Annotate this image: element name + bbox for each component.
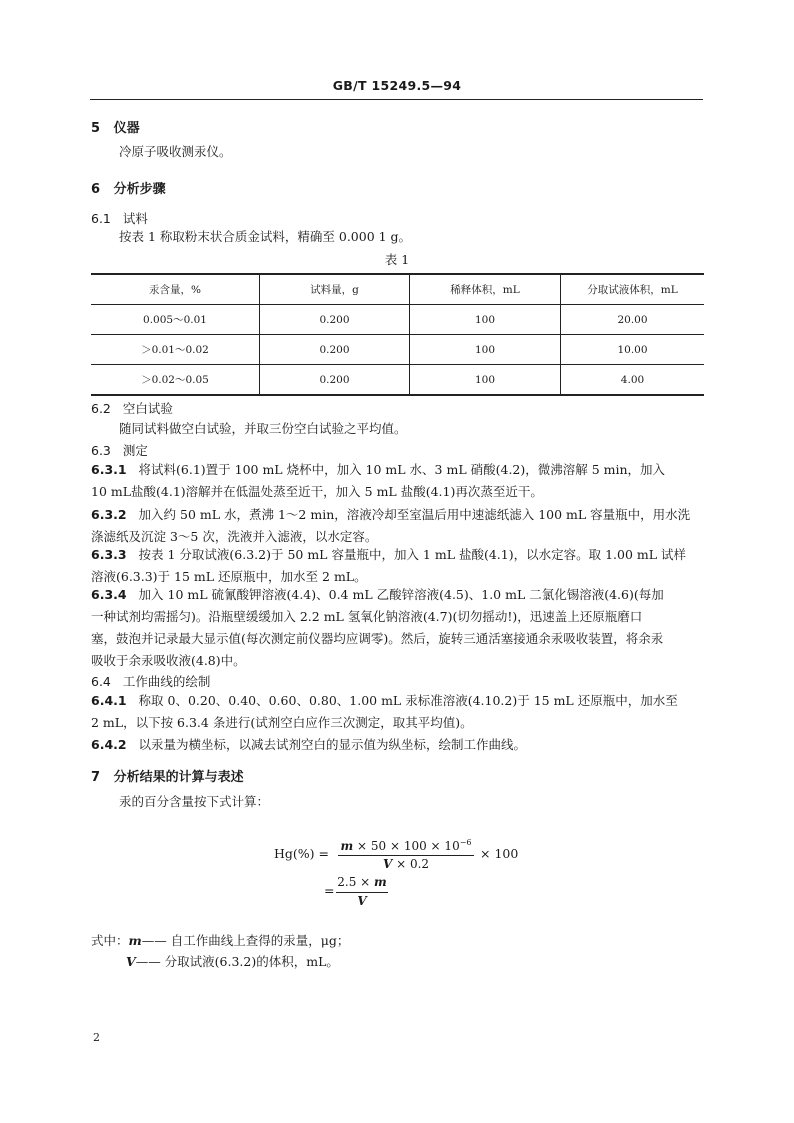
section-7-intro: 汞的百分含量按下式计算： bbox=[119, 794, 270, 809]
clause-6-3-3-number: 6.3.3 bbox=[91, 547, 127, 562]
table-header-cell: 分取试液体积，mL bbox=[561, 274, 705, 305]
formula-numerator-text: × 50 × 100 × 10 bbox=[353, 839, 460, 853]
clause-6-3-4-line3: 塞，鼓泡并记录最大显示值(每次测定前仪器均应调零)。然后，旋转三通活塞接通余汞吸收装置，将余汞 bbox=[91, 631, 664, 646]
page-number: 2 bbox=[93, 1031, 100, 1044]
table-header-cell: 试料量，g bbox=[260, 274, 410, 305]
formula-denominator-1 bbox=[336, 857, 476, 871]
section-6-number: 6 bbox=[91, 182, 101, 197]
formula-equals-2: = bbox=[324, 883, 335, 898]
formula-exponent: −6 bbox=[459, 838, 472, 847]
table-cell: ＞0.01～0.02 bbox=[91, 335, 260, 365]
section-7-heading bbox=[91, 766, 244, 785]
where-prefix: 式中： bbox=[91, 933, 129, 948]
table-cell: 0.005～0.01 bbox=[91, 305, 260, 335]
formula-multiplier: × 100 bbox=[480, 846, 519, 861]
subsection-6-4-title: 工作曲线的绘制 bbox=[122, 674, 211, 689]
section-7-title: 分析结果的计算与表述 bbox=[113, 770, 244, 785]
clause-6-4-1-text: 称取 0、0.20、0.40、0.60、0.80、1.00 mL 汞标准溶液(4.10.2)于 15 mL 还原瓶中，加水至 bbox=[138, 693, 678, 708]
table-cell: 0.200 bbox=[260, 365, 410, 396]
clause-6-3-3-line1 bbox=[91, 544, 686, 566]
table-cell: 4.00 bbox=[561, 365, 705, 396]
table-row bbox=[91, 365, 704, 396]
subsection-6-4-heading bbox=[91, 672, 210, 690]
clause-6-3-1-text: 将试料(6.1)置于 100 mL 烧杯中，加入 10 mL 水、3 mL 硝酸(4.2)，微沸溶解 5 min，加入 bbox=[138, 462, 666, 477]
subsection-6-3-heading bbox=[91, 441, 148, 459]
clause-6-4-1-line2: 2 mL，以下按 6.3.4 条进行(试剂空白应作三次测定，取其平均值)。 bbox=[91, 715, 473, 730]
section-6-heading bbox=[91, 178, 166, 197]
table-cell: 0.200 bbox=[260, 335, 410, 365]
table-cell: 100 bbox=[410, 365, 561, 396]
where-m-line bbox=[91, 930, 349, 952]
table-header-cell: 汞含量，% bbox=[91, 274, 260, 305]
formula-numerator-2-text: 2.5 × bbox=[337, 875, 375, 889]
subsection-6-1-number: 6.1 bbox=[91, 211, 111, 226]
clause-6-3-4-text: 加入 10 mL 硫氰酸钾溶液(4.4)、0.4 mL 乙酸锌溶液(4.5)、1.0 mL 二氯化锡溶液(4.6)(每加 bbox=[138, 587, 664, 602]
table-header-row bbox=[91, 274, 704, 305]
table-caption: 表 1 bbox=[384, 252, 410, 267]
clause-6-3-4-line1 bbox=[91, 584, 664, 606]
clause-6-4-2-number: 6.4.2 bbox=[91, 737, 127, 752]
subsection-6-2-number: 6.2 bbox=[91, 401, 111, 416]
clause-6-4-1-number: 6.4.1 bbox=[91, 693, 127, 708]
table-row bbox=[91, 335, 704, 365]
table-cell: ＞0.02～0.05 bbox=[91, 365, 260, 396]
where-v-description: —— 分取试液(6.3.2)的体积，mL。 bbox=[135, 954, 339, 969]
clause-6-3-3-text: 按表 1 分取试液(6.3.2)于 50 mL 容量瓶中，加入 1 mL 盐酸(4.1)，以水定容。取 1.00 mL 试样 bbox=[138, 547, 687, 562]
formula-numerator-2 bbox=[334, 875, 390, 889]
section-5-number: 5 bbox=[91, 121, 101, 136]
fraction-bar-2 bbox=[336, 892, 388, 893]
table-cell: 100 bbox=[410, 335, 561, 365]
clause-6-4-2-text: 以汞量为横坐标，以减去试剂空白的显示值为纵坐标，绘制工作曲线。 bbox=[138, 737, 527, 752]
standard-number: GB/T 15249.5—94 bbox=[332, 78, 462, 93]
subsection-6-1-body: 按表 1 称取粉末状合质金试料，精确至 0.000 1 g。 bbox=[119, 229, 412, 244]
section-5-body: 冷原子吸收测汞仪。 bbox=[119, 144, 232, 159]
where-m-symbol: m bbox=[128, 933, 142, 948]
table-cell: 20.00 bbox=[561, 305, 705, 335]
subsection-6-2-body: 随同试料做空白试验，并取三份空白试验之平均值。 bbox=[119, 421, 407, 436]
table-cell: 100 bbox=[410, 305, 561, 335]
subsection-6-3-title: 测定 bbox=[122, 443, 148, 458]
subsection-6-1-title: 试料 bbox=[122, 211, 148, 226]
subsection-6-2-heading bbox=[91, 399, 173, 417]
formula-symbol-m: m bbox=[340, 839, 354, 853]
clause-6-3-2-line2: 涤滤纸及沉淀 3～5 次，洗液并入滤液，以水定容。 bbox=[91, 529, 378, 544]
fraction-bar-1 bbox=[338, 855, 474, 856]
formula-symbol-m: m bbox=[374, 875, 387, 889]
subsection-6-3-number: 6.3 bbox=[91, 443, 111, 458]
formula-symbol-v: V bbox=[382, 857, 393, 871]
clause-6-3-4-line2: 一种试剂均需摇匀)。沿瓶壁缓缓加入 2.2 mL 氢氧化钠溶液(4.7)(切勿摇动!)，迅速盖上还原瓶磨口 bbox=[91, 609, 643, 624]
table-1 bbox=[91, 273, 704, 396]
subsection-6-2-title: 空白试验 bbox=[122, 401, 173, 416]
header-rule bbox=[90, 99, 703, 100]
where-v-line bbox=[126, 951, 339, 973]
clause-6-3-2-text: 加入约 50 mL 水，煮沸 1～2 min，溶液冷却至室温后用中速滤纸滤入 100 mL 容量瓶中，用水洗 bbox=[138, 507, 691, 522]
clause-6-3-2-number: 6.3.2 bbox=[91, 507, 127, 522]
clause-6-4-1-line1 bbox=[91, 690, 678, 712]
formula-denominator-2 bbox=[334, 894, 390, 908]
where-v-symbol: V bbox=[126, 954, 136, 969]
table-cell: 10.00 bbox=[561, 335, 705, 365]
table-cell: 0.200 bbox=[260, 305, 410, 335]
section-7-number: 7 bbox=[91, 770, 101, 785]
table-row bbox=[91, 305, 704, 335]
subsection-6-1-heading bbox=[91, 209, 148, 227]
clause-6-3-1-line1 bbox=[91, 459, 665, 481]
clause-6-3-4-number: 6.3.4 bbox=[91, 587, 127, 602]
clause-6-4-2-line1 bbox=[91, 734, 526, 756]
clause-6-3-2-line1 bbox=[91, 504, 690, 526]
clause-6-3-1-line2: 10 mL盐酸(4.1)溶解并在低温处蒸至近干，加入 5 mL 盐酸(4.1)再次蒸至近干。 bbox=[91, 484, 543, 499]
formula-lhs: Hg(%) = bbox=[274, 846, 329, 861]
formula-numerator-1 bbox=[336, 838, 476, 853]
table-header-cell: 稀释体积，mL bbox=[410, 274, 561, 305]
section-6-title: 分析步骤 bbox=[113, 182, 166, 197]
section-5-heading bbox=[91, 117, 140, 136]
formula-symbol-v: V bbox=[357, 894, 367, 908]
clause-6-3-4-line4: 吸收于余汞吸收液(4.8)中。 bbox=[91, 653, 246, 668]
subsection-6-4-number: 6.4 bbox=[91, 674, 111, 689]
formula-denominator-text: × 0.2 bbox=[392, 857, 430, 871]
clause-6-3-3-line2: 溶液(6.3.3)于 15 mL 还原瓶中，加水至 2 mL。 bbox=[91, 569, 367, 584]
clause-6-3-1-number: 6.3.1 bbox=[91, 462, 127, 477]
where-m-description: —— 自工作曲线上查得的汞量，μg； bbox=[141, 933, 350, 948]
section-5-title: 仪器 bbox=[113, 121, 140, 136]
